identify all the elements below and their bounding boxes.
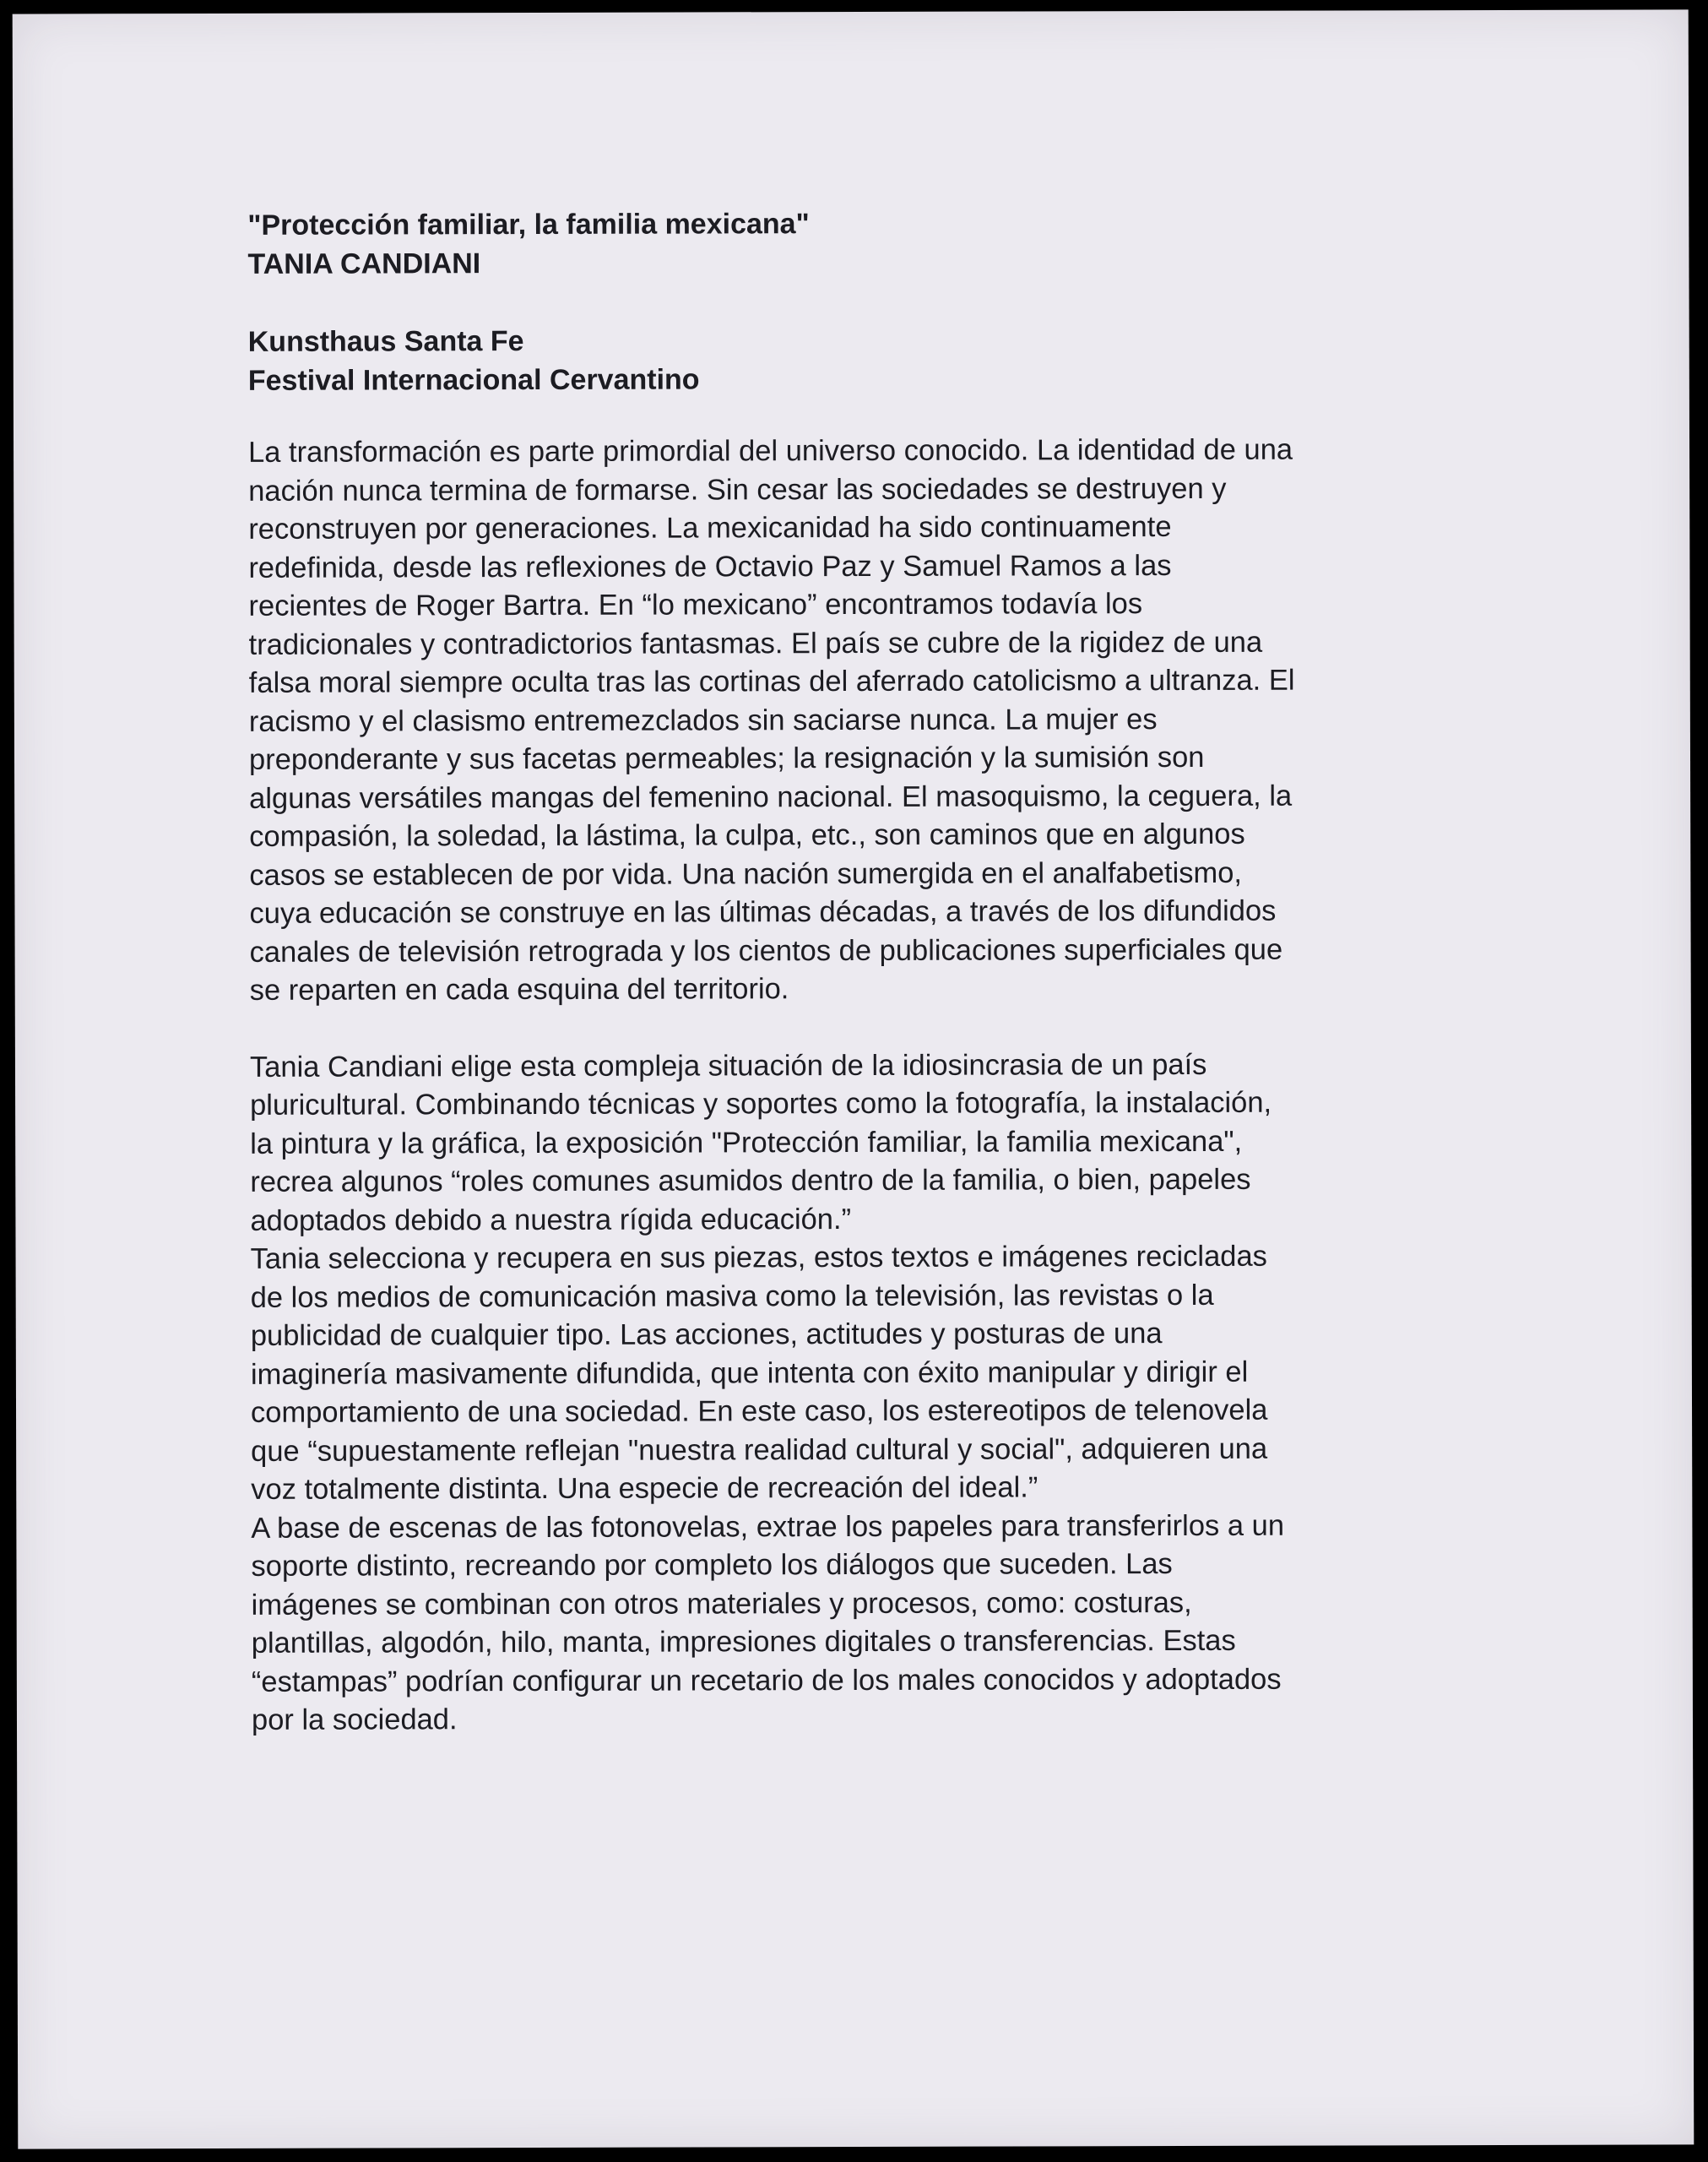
- text-line: recrea algunos “roles comunes asumidos dentro de la familia, o bien, papeles: [250, 1163, 1251, 1198]
- title-block: [247, 203, 1446, 284]
- text-line: canales de televisión retrograda y los cientos de publicaciones superficiales que: [249, 933, 1283, 969]
- paragraph-artist-choice: [250, 1046, 1450, 1241]
- text-line: racismo y el clasismo entremezclados sin saciarse nunca. La mujer es: [248, 703, 1158, 738]
- text-line: que “supuestamente reflejan "nuestra realidad cultural y social", adquieren una: [251, 1432, 1268, 1468]
- artist-name: TANIA CANDIANI: [247, 247, 481, 280]
- venue-name: Kunsthaus Santa Fe: [247, 325, 524, 358]
- text-line: La transformación es parte primordial del universo conocido. La identidad de una: [248, 433, 1293, 469]
- text-line: A base de escenas de las fotonovelas, extrae los papeles para transferirlos a un: [251, 1509, 1285, 1545]
- text-line: la pintura y la gráfica, la exposición "Protección familiar, la familia mexicana",: [250, 1125, 1243, 1160]
- text-line: imágenes se combinan con otros materiales y procesos, como: costuras,: [251, 1586, 1192, 1622]
- text-line: “estampas” podrían configurar un recetario de los males conocidos y adoptados: [251, 1663, 1282, 1698]
- paragraph-intro: [248, 431, 1449, 1010]
- text-line: recientes de Roger Bartra. En “lo mexicano” encontramos todavía los: [248, 588, 1143, 622]
- text-line: reconstruyen por generaciones. La mexicanidad ha sido continuamente: [248, 511, 1172, 546]
- text-line: de los medios de comunicación masiva como la televisión, las revistas o la: [250, 1279, 1214, 1314]
- text-line: cuya educación se construye en las últimas décadas, a través de los difundidos: [249, 894, 1277, 930]
- text-line: casos se establecen de por vida. Una nación sumergida en el analfabetismo,: [249, 856, 1243, 892]
- text-line: comportamiento de una sociedad. En este caso, los estereotipos de telenovela: [250, 1393, 1268, 1429]
- text-line: por la sociedad.: [251, 1703, 458, 1736]
- text-line: compasión, la soledad, la lástima, la culpa, etc., son caminos que en algunos: [249, 818, 1245, 853]
- text-line: adoptados debido a nuestra rígida educación.”: [250, 1203, 852, 1237]
- text-line: nación nunca termina de formarse. Sin cesar las sociedades se destruyen y: [248, 472, 1227, 508]
- text-line: algunas versátiles mangas del femenino nacional. El masoquismo, la ceguera, la: [249, 780, 1293, 815]
- text-line: soporte distinto, recreando por completo los diálogos que suceden. Las: [251, 1548, 1173, 1583]
- text-line: Tania selecciona y recupera en sus piezas, estos textos e imágenes recicladas: [250, 1240, 1267, 1275]
- text-line: pluricultural. Combinando técnicas y soportes como la fotografía, la instalación,: [250, 1086, 1272, 1122]
- text-line: preponderante y sus facetas permeables; la resignación y la sumisión son: [248, 741, 1205, 776]
- text-line: imaginería masivamente difundida, que intenta con éxito manipular y dirigir el: [250, 1355, 1249, 1391]
- paragraph-fotonovelas: [251, 1507, 1450, 1741]
- paragraph-media: [250, 1237, 1450, 1509]
- text-line: voz totalmente distinta. Una especie de recreación del ideal.”: [251, 1471, 1038, 1506]
- venue-block: [248, 319, 1447, 400]
- text-line: Tania Candiani elige esta compleja situación de la idiosincrasia de un país: [249, 1048, 1207, 1084]
- text-line: publicidad de cualquier tipo. Las acciones, actitudes y posturas de una: [250, 1317, 1163, 1352]
- text-line: tradicionales y contradictorios fantasmas. El país se cubre de la rigidez de una: [248, 626, 1263, 661]
- document-content: [247, 203, 1450, 1740]
- text-line: se reparten en cada esquina del territorio.: [249, 973, 789, 1007]
- text-line: plantillas, algodón, hilo, manta, impresiones digitales o transferencias. Estas: [251, 1624, 1236, 1660]
- document-title: "Protección familiar, la familia mexicana": [247, 208, 810, 242]
- festival-name: Festival Internacional Cervantino: [247, 363, 700, 397]
- text-line: redefinida, desde las reflexiones de Octavio Paz y Samuel Ramos a las: [248, 549, 1172, 584]
- paper-sheet: [13, 9, 1694, 2148]
- text-line: falsa moral siempre oculta tras las cortinas del aferrado catolicismo a ultranza. El: [248, 664, 1295, 699]
